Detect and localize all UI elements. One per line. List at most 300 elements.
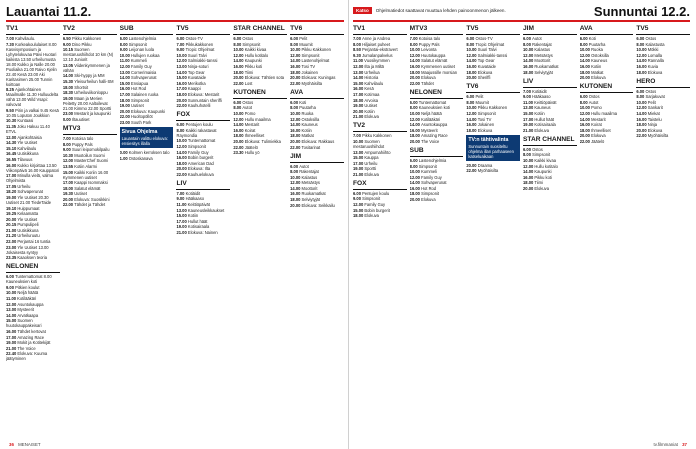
program-item xyxy=(233,70,287,75)
program-item xyxy=(466,94,520,99)
footer-label: MENAISET xyxy=(18,442,41,447)
highlight-title: Sivua Ohjelma xyxy=(121,128,158,135)
program-title: Muotoilun Suomi xyxy=(74,152,105,158)
program-title: Kesä xyxy=(364,86,374,92)
program-time: 20.00 xyxy=(119,108,132,114)
program-time: 14.00 xyxy=(636,58,648,64)
program-item xyxy=(636,94,690,99)
program-item xyxy=(63,186,117,191)
program-item xyxy=(233,122,287,127)
program-title: Kaikki rakastavat Raymondia xyxy=(176,127,217,138)
program-time: 13.00 xyxy=(523,105,535,111)
program-item xyxy=(176,166,230,171)
program-title: Kauneus xyxy=(534,105,551,111)
program-time: 18.00 xyxy=(636,122,648,128)
program-time: 12.00 xyxy=(353,202,365,208)
channel-heading: KUTONEN xyxy=(580,83,634,93)
program-item xyxy=(290,180,344,185)
program-item xyxy=(523,117,577,122)
program-item xyxy=(6,239,60,244)
program-item xyxy=(176,161,230,166)
program-title: Huutokauppa xyxy=(421,52,446,58)
program-title: Mestarit ja kaupunki xyxy=(74,111,111,117)
program-time: 11.00 xyxy=(523,99,535,105)
program-time: 18.00 xyxy=(353,213,365,219)
program-item xyxy=(6,233,60,238)
program-item xyxy=(176,172,230,177)
program-time: 22.00 xyxy=(233,144,245,150)
program-item xyxy=(120,81,174,86)
program-item xyxy=(120,70,174,75)
program-title: Ihmeelliset xyxy=(591,127,611,133)
program-column xyxy=(233,25,287,440)
program-time: 20.00 xyxy=(62,196,75,202)
program-item xyxy=(290,169,344,174)
program-time: 12.00 xyxy=(290,52,302,58)
program-title: Elokuva xyxy=(647,127,663,133)
program-time: 23.00 xyxy=(119,119,132,125)
program-item xyxy=(120,150,174,155)
program-time: 18.00 xyxy=(290,197,302,203)
program-item xyxy=(636,128,690,133)
program-title: Simpsonit xyxy=(131,97,150,103)
program-title: Korkeakoululaiset 8.00 Kasvisymposium ja Lyhytelokuvaa Päivi Huotari kaikista 13.50 urheilumusta 18.00 Kukko ja Nalle 20.00 Puoliaika 21.00 Raivo Kjelin 22.40 Kesä 23.00 Aki Karitasimen 25.00 Tunnin koittoan xyxy=(6,41,57,87)
program-time: 16.00 xyxy=(466,63,478,69)
program-item xyxy=(233,139,287,144)
channel-heading: STAR CHANNEL xyxy=(523,136,577,146)
program-time: 20.00 xyxy=(353,108,365,114)
program-item xyxy=(6,307,60,312)
program-item xyxy=(523,111,577,116)
program-title: Sohvaperunat xyxy=(17,189,43,195)
program-title: Family Guy xyxy=(187,149,209,155)
program-title: Family Guy xyxy=(421,174,442,180)
program-time: 18.00 xyxy=(62,84,75,90)
program-time: 9.50 xyxy=(6,107,16,113)
program-title: Kotilääkäri xyxy=(17,296,37,302)
program-time: 12.00 xyxy=(466,52,478,58)
program-item xyxy=(6,140,60,145)
program-time: 11.00 xyxy=(119,58,131,64)
program-item xyxy=(290,58,344,63)
program-title: Sohvaperunat xyxy=(421,180,447,186)
program-time: 17.00 xyxy=(119,91,132,97)
program-title: Selviytyjät xyxy=(534,69,553,75)
program-time: 12.00 xyxy=(409,174,422,180)
program-title: Pirin ja valkai 9.45 Kesä 10.05 Loputon Joukkion xyxy=(6,107,59,118)
program-item xyxy=(353,114,407,119)
program-time: 16.00 xyxy=(6,329,18,334)
channel-heading: FOX xyxy=(176,111,230,121)
program-title: Arvoisa xyxy=(364,97,379,103)
program-item xyxy=(523,122,577,127)
program-item xyxy=(410,139,464,144)
program-time: 9.00 xyxy=(353,196,363,202)
program-title: Kotoisa talo xyxy=(418,36,441,41)
notice-header xyxy=(353,5,528,15)
program-time: 0.00 xyxy=(62,116,72,122)
program-title: Kauneus xyxy=(301,122,318,128)
program-item xyxy=(636,105,690,110)
program-title: Autot xyxy=(299,163,309,169)
program-title: Hot Rod xyxy=(131,86,147,92)
program-item xyxy=(466,36,520,41)
program-item xyxy=(410,47,464,52)
program-title: Yle Uutiset xyxy=(17,140,38,146)
program-title: Kaappi xyxy=(187,86,201,92)
program-title: Lastenohjelmia xyxy=(418,157,447,163)
program-item xyxy=(120,75,174,80)
program-title: Jumalanpalvelus xyxy=(362,52,393,58)
program-title: Yleisurheilun halli-SM xyxy=(74,78,114,84)
program-time: 14.00 xyxy=(233,122,245,128)
program-title: Tuntemattomat 8.00 Kauneuksien koti xyxy=(6,274,52,285)
program-item xyxy=(63,96,117,111)
program-time: 20.00 xyxy=(466,75,478,81)
program-item xyxy=(176,224,230,229)
program-title: Pomo xyxy=(591,105,602,111)
program-item xyxy=(636,100,690,105)
program-time: 15.00 xyxy=(6,318,18,324)
program-title: Salatut elämät xyxy=(74,185,101,191)
program-time: 12.00 xyxy=(466,110,478,116)
program-time: 18.00 xyxy=(233,133,245,139)
program-item xyxy=(290,81,344,86)
program-time: 6.00 xyxy=(579,36,589,41)
program-item xyxy=(63,158,117,163)
program-title: Puppy Pals xyxy=(418,41,440,47)
program-title: Sheriffi xyxy=(477,75,491,81)
program-title: Pitkien koulut xyxy=(15,284,40,290)
program-item xyxy=(290,128,344,133)
program-title: Uutiset xyxy=(364,103,378,109)
program-item xyxy=(63,90,117,95)
program-time: 18.00 xyxy=(409,69,422,75)
program-title: Ninja-soturi xyxy=(187,63,209,69)
program-title: Keittiöpäivät xyxy=(534,99,557,105)
program-title: Viidenkymmenen ja vähän xyxy=(62,62,110,73)
program-item xyxy=(410,169,464,174)
program-time: 16.55 xyxy=(6,156,18,162)
program-title: Urheiluviikonloppu xyxy=(74,90,108,96)
program-title: Pentujen koulu xyxy=(362,190,390,196)
program-item xyxy=(176,219,230,224)
program-time: 14.00 xyxy=(523,169,535,175)
program-title: Ruokamatkat xyxy=(301,191,326,197)
program-time: 16.00 xyxy=(409,185,422,191)
program-title: Rakentajat xyxy=(532,41,552,47)
program-item xyxy=(353,58,407,63)
channel-heading: NELONEN xyxy=(6,263,60,273)
program-item xyxy=(176,144,230,149)
program-title: Simpsonit xyxy=(301,52,320,58)
program-item xyxy=(636,47,690,52)
program-item xyxy=(6,135,60,140)
program-item xyxy=(353,103,407,108)
program-title: Myöhäisilta xyxy=(301,80,323,86)
program-title: Kaikki kivaa xyxy=(534,157,557,163)
program-item xyxy=(176,64,230,69)
program-item xyxy=(6,157,60,162)
program-title: Kotiin xyxy=(364,108,375,114)
program-item xyxy=(176,103,230,108)
program-item xyxy=(176,42,230,47)
program-time: 22.00 xyxy=(176,171,188,177)
program-time: 7.00 xyxy=(353,133,363,139)
program-item xyxy=(290,105,344,110)
program-time: 8.00 xyxy=(290,169,300,175)
program-item xyxy=(233,117,287,122)
program-item xyxy=(6,340,60,345)
program-item xyxy=(176,47,230,52)
program-time: 9.00 xyxy=(119,47,129,53)
program-time: 16.00 xyxy=(176,80,188,86)
program-title: Mestarit xyxy=(591,116,606,122)
program-item xyxy=(523,105,577,110)
program-time: 22.40 xyxy=(6,351,18,357)
program-time: 17.00 xyxy=(523,116,535,122)
program-time: 16.00 xyxy=(353,86,365,92)
program-item xyxy=(6,274,60,284)
program-title: Ostos-TV xyxy=(185,36,203,41)
program-item xyxy=(6,290,60,295)
program-time: 18.00 xyxy=(233,69,245,75)
program-item xyxy=(6,87,60,107)
program-item xyxy=(353,202,407,207)
program-title: Miekat xyxy=(647,110,660,116)
program-item xyxy=(6,346,60,351)
program-time: 12.00 xyxy=(119,63,132,69)
program-item xyxy=(233,42,287,47)
program-item xyxy=(6,151,60,156)
program-title: Shortsit xyxy=(74,84,89,90)
program-item xyxy=(353,172,407,177)
program-title: Kalastus xyxy=(534,47,551,53)
program-title: Kotilääkäri xyxy=(421,116,441,122)
program-title: Moottorit xyxy=(534,58,551,64)
program-time: 10.30 xyxy=(6,118,18,124)
program-item xyxy=(63,164,117,169)
program-time: 18.30 xyxy=(62,90,75,96)
program-title: Hääkaaso xyxy=(185,196,205,202)
program-title: Mysteerit xyxy=(17,307,34,313)
program-item xyxy=(176,196,230,201)
page-footer xyxy=(654,442,690,447)
program-title: Joku Hakuu 11.40 ETVL xyxy=(6,123,50,134)
program-time: 23.35 xyxy=(6,255,18,261)
program-time: 19.00 xyxy=(523,122,535,128)
program-title: Elokuva: Kuuma jäätyminen xyxy=(6,351,48,362)
highlight-box xyxy=(466,135,520,161)
channel-heading: LIV xyxy=(176,180,230,190)
program-item xyxy=(466,75,520,80)
program-column xyxy=(290,25,344,440)
program-time: 14.00 xyxy=(233,58,245,64)
program-title: Uutisikkuna xyxy=(17,227,39,233)
program-item xyxy=(636,58,690,63)
program-title: Metsästys xyxy=(301,180,320,186)
program-time: 14.00 xyxy=(409,180,422,186)
program-item xyxy=(523,186,577,191)
program-title: Simpsonit xyxy=(477,110,496,116)
program-item xyxy=(233,128,287,133)
program-title: Myöhäisilta xyxy=(647,133,669,139)
program-time: 8.00 xyxy=(233,105,243,111)
program-title: Kotisairaala xyxy=(187,224,210,230)
program-item xyxy=(176,230,230,235)
program-time: 14.00 xyxy=(466,58,478,64)
program-title: Suomen huutokauppakeisari xyxy=(6,318,42,329)
program-item xyxy=(290,36,344,41)
program-time: 8.50 xyxy=(353,47,363,53)
program-item xyxy=(466,122,520,127)
program-time: 20.00 xyxy=(579,75,592,81)
program-item xyxy=(63,63,117,73)
highlight-text: Sunnuntain suositeltu ohjelma illan parhaaseen katseluaikaan xyxy=(468,143,514,159)
program-time: 19.00 xyxy=(353,166,365,172)
program-item xyxy=(580,70,634,75)
program-item xyxy=(290,145,344,150)
program-time: 10.00 xyxy=(579,47,592,53)
program-title: Elokuva: Mestarit xyxy=(187,91,220,97)
channel-heading: FOX xyxy=(353,180,407,190)
program-item xyxy=(523,158,577,163)
channel-heading: AVA xyxy=(290,89,344,99)
program-time: 14.00 xyxy=(579,116,592,122)
program-item xyxy=(410,197,464,202)
channel-heading: KUTONEN xyxy=(233,89,287,99)
program-title: Bobin burgerit xyxy=(364,207,390,213)
program-title: Puutarha xyxy=(299,105,316,111)
program-time: 8.00 xyxy=(409,41,419,47)
program-time: 11.00 xyxy=(176,202,188,208)
program-item xyxy=(523,175,577,180)
program-item xyxy=(290,111,344,116)
program-time: 6.00 xyxy=(466,94,476,100)
program-item xyxy=(120,98,174,103)
program-title: Kaupunki xyxy=(534,169,552,175)
program-time: 10.00 xyxy=(290,110,302,116)
program-item xyxy=(63,197,117,202)
program-item xyxy=(523,47,577,52)
program-item xyxy=(6,184,60,189)
program-title: Koirat xyxy=(244,127,256,133)
program-title: Pikku Kakkonen xyxy=(477,105,508,111)
program-title: Leivonta xyxy=(421,47,437,53)
program-item xyxy=(410,100,464,105)
program-item xyxy=(353,166,407,171)
program-title: Elokuva xyxy=(477,69,493,75)
program-item xyxy=(233,81,287,86)
program-title: Koirat xyxy=(591,122,602,128)
program-title: Tähdet ja Tähdet xyxy=(74,202,106,208)
program-item xyxy=(353,36,407,41)
program-title: Kahvilaulu xyxy=(17,145,37,151)
program-title: Ostos xyxy=(242,36,254,41)
program-time: 6.00 xyxy=(636,36,646,41)
program-time: 9.00 xyxy=(176,196,186,202)
program-item xyxy=(120,103,174,108)
program-title: Perjantai 16 tuntia xyxy=(17,239,51,245)
program-column xyxy=(353,25,407,440)
program-time: 23.00 xyxy=(6,244,18,250)
program-title: Kauneusleikkaukset xyxy=(187,207,225,213)
program-time: 8.00 xyxy=(636,41,646,47)
program-time: 15.00 xyxy=(176,213,188,219)
program-title: Moottorit xyxy=(301,185,318,191)
program-column xyxy=(523,25,577,440)
program-item xyxy=(290,53,344,58)
program-title: Kelaamatta xyxy=(17,211,39,217)
program-item xyxy=(176,92,230,97)
program-time: 9.00 xyxy=(62,41,72,47)
program-time: 13.55 xyxy=(62,163,75,169)
program-time: 18.20 xyxy=(6,189,18,195)
program-time: 10.00 xyxy=(290,47,302,53)
program-item xyxy=(410,164,464,169)
program-item xyxy=(6,228,60,233)
program-title: Simpsonit xyxy=(362,196,381,202)
program-item xyxy=(580,133,634,138)
program-time: 14.30 xyxy=(6,140,18,146)
program-title: Jokainen xyxy=(477,122,495,128)
program-title: Neljä häätä xyxy=(421,110,442,116)
program-title: Ruoka xyxy=(591,47,603,53)
program-item xyxy=(6,124,60,134)
program-time: 6.00 xyxy=(353,190,363,196)
program-title: Tähdet xyxy=(421,80,434,86)
program-time: 22.00 xyxy=(62,202,75,208)
program-item xyxy=(63,111,117,116)
program-time: 13.05 xyxy=(62,62,75,68)
program-item xyxy=(580,105,634,110)
highlight-title: TV:n tähtivalinta xyxy=(468,136,509,143)
program-item xyxy=(120,109,174,114)
program-time: 12.00 xyxy=(636,52,648,58)
program-item xyxy=(523,70,577,75)
program-title: Simpsonit xyxy=(187,143,206,149)
program-time: 7.00 xyxy=(6,36,16,41)
program-time: 16.00 xyxy=(6,162,18,168)
program-time: 10.00 xyxy=(409,169,422,175)
program-time: 7.00 xyxy=(176,41,186,47)
program-title: Huippumaat xyxy=(17,205,40,211)
program-item xyxy=(6,189,60,194)
program-item xyxy=(466,64,520,69)
program-time: 6.00 xyxy=(409,157,419,163)
program-item xyxy=(6,146,60,151)
program-item xyxy=(290,47,344,52)
program-time: 12.00 xyxy=(579,110,592,116)
program-title: Urheilua xyxy=(364,69,380,75)
program-time: 17.00 xyxy=(176,218,188,224)
program-item xyxy=(176,70,230,75)
program-title: Matkat xyxy=(591,69,604,75)
program-time: 16.00 xyxy=(579,63,592,69)
program-title: Tiimi xyxy=(244,69,254,75)
program-title: Ostos xyxy=(645,36,657,41)
program-title: Perjantai-ekstravert xyxy=(362,47,398,53)
program-title: Ostoskanava xyxy=(128,155,153,161)
program-time: 20.00 xyxy=(523,185,535,191)
program-title: Sohvaperunat xyxy=(131,75,157,81)
program-item xyxy=(290,117,344,122)
program-item xyxy=(176,36,230,41)
program-item xyxy=(466,58,520,63)
program-time: 0.00 xyxy=(119,149,129,155)
program-time: 14.00 xyxy=(62,73,75,79)
program-time: 6.00 xyxy=(523,36,533,41)
